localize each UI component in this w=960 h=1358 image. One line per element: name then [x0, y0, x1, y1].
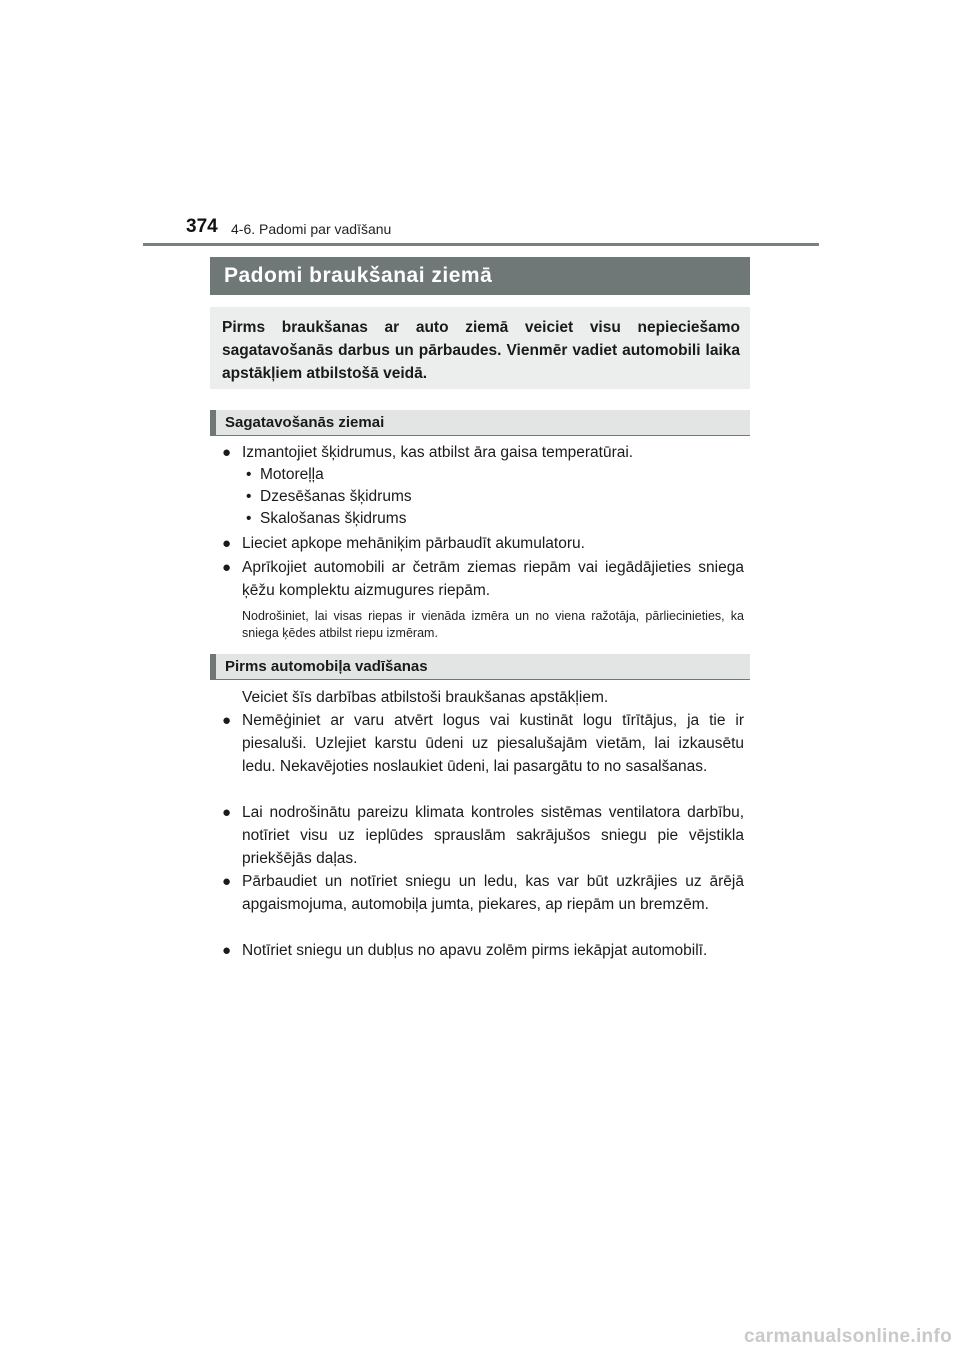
intro-box: Pirms braukšanas ar auto ziemā veiciet visu nepieciešamo sagatavošanās darbus un pārbaudes. Vienmēr vadiet automobili laika apstākļiem atbilstošā veidā. — [210, 307, 750, 389]
bullet-frozen-windows — [222, 709, 744, 778]
header-divider — [143, 243, 819, 246]
bullet-snow-ice-check — [222, 870, 744, 916]
sub-item-washer — [246, 508, 406, 530]
bullet-air-intake — [222, 801, 744, 870]
bullet-text: Lai nodrošinātu pareizu klimata kontroles sistēmas ventilatora darbību, notīriet visu uz ieplūdes sprauslām sakrājušos sniegu pie vējstikla priekšējās daļas. — [242, 804, 744, 867]
sub-bullet-icon: • — [246, 510, 252, 527]
bullet-icon: ● — [222, 942, 232, 959]
bullet-text: Nemēģiniet ar varu atvērt logus vai kustināt logu tīrītājus, ja tie ir piesaluši. Uzlejiet karstu ūdeni uz piesalušajām vietām, lai izkausētu ledu. Nekavējoties noslaukiet ūdeni, lai pasargātu to no sasalšanas. — [242, 712, 744, 775]
section-title: Padomi braukšanai ziemā — [210, 257, 750, 295]
bullet-icon: ● — [222, 444, 232, 461]
bullet-icon: ● — [222, 873, 232, 890]
subheading-winter-prep: Sagatavošanās ziemai — [210, 410, 750, 436]
bullet-battery — [222, 532, 744, 555]
watermark: carmanualsonline.info — [744, 1326, 952, 1347]
sub-bullet-icon: • — [246, 488, 252, 505]
bullet-text: Pārbaudiet un notīriet sniegu un ledu, kas var būt uzkrājies uz ārējā apgaismojuma, automobiļa jumta, piekares, ap riepām un bremzēm. — [242, 873, 744, 913]
sub-item-oil — [246, 464, 324, 486]
running-header: 4-6. Padomi par vadīšanu — [231, 221, 392, 237]
bullet-text: Aprīkojiet automobili ar četrām ziemas riepām vai iegādājieties sniega ķēžu komplektu aizmugures riepām. — [242, 559, 744, 599]
tire-note: Nodrošiniet, lai visas riepas ir vienāda izmēra un no viena ražotāja, pārliecinieties, ka sniega ķēdes atbilst riepu izmēram. — [242, 609, 744, 640]
sub-item-text: Dzesēšanas šķidrums — [260, 488, 412, 505]
sub-bullet-icon: • — [246, 466, 252, 483]
subheading-before-driving: Pirms automobiļa vadīšanas — [210, 654, 750, 680]
bullet-text: Lieciet apkope mehāniķim pārbaudīt akumulatoru. — [242, 535, 585, 552]
lead-text: Veiciet šīs darbības atbilstoši braukšanas apstākļiem. — [242, 689, 609, 706]
bullet-fluids — [222, 441, 744, 464]
bullet-icon: ● — [222, 535, 232, 552]
bullet-text: Izmantojiet šķidrumus, kas atbilst āra gaisa temperatūrai. — [242, 444, 634, 461]
sub-item-coolant — [246, 486, 412, 508]
bullet-icon: ● — [222, 559, 232, 576]
bullet-text: Notīriet sniegu un dubļus no apavu zolēm pirms iekāpjat automobilī. — [242, 942, 708, 959]
bullet-tires — [222, 556, 744, 602]
sub-item-text: Skalošanas šķidrums — [260, 510, 407, 527]
bullet-icon: ● — [222, 804, 232, 821]
bullet-shoes — [222, 939, 744, 962]
bullet-icon: ● — [222, 712, 232, 729]
sub-item-text: Motoreļļa — [260, 466, 324, 483]
page-number: 374 — [186, 216, 218, 237]
